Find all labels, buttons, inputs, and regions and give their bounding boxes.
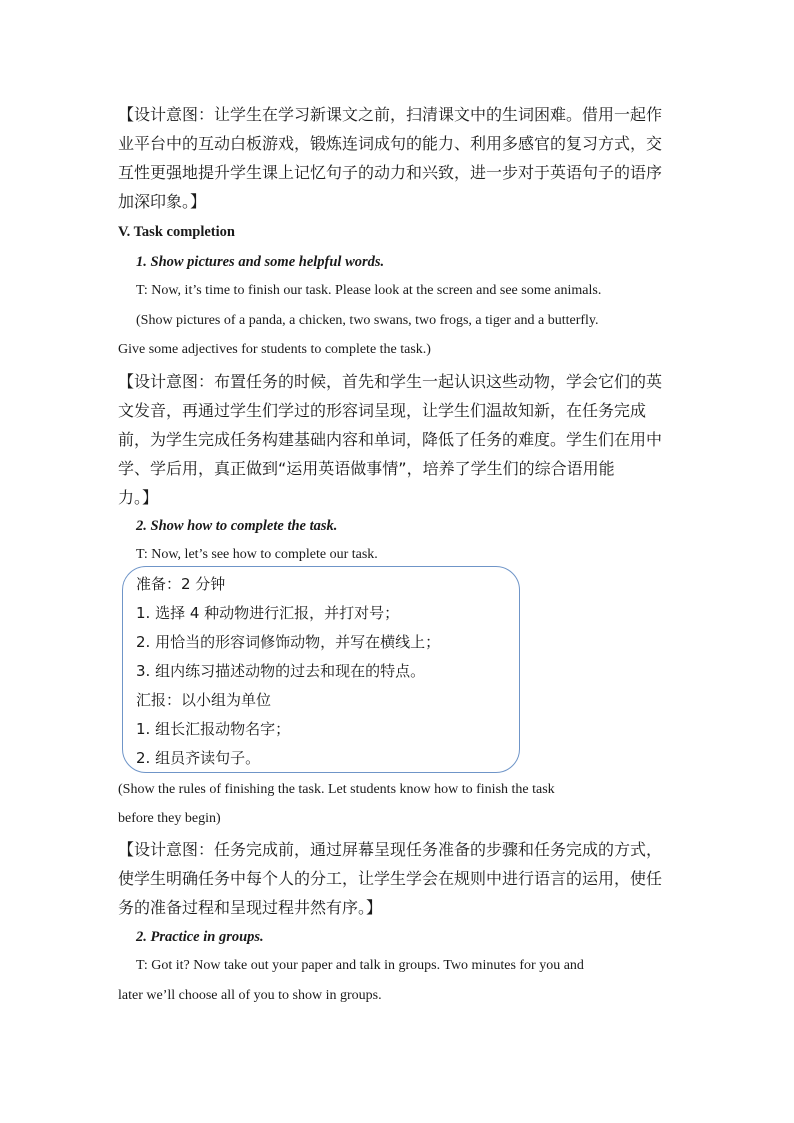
design-intent-3-line-2: 使学生明确任务中每个人的分工，让学生学会在规则中进行语言的运用，使任	[118, 869, 663, 888]
teacher-line-3-line-2: later we’ll choose all of you to show in groups.	[118, 988, 382, 1003]
design-intent-1-line-1: 【设计意图：让学生在学习新课文之前，扫清课文中的生词困难。借用一起作	[118, 105, 663, 124]
design-intent-2-line-4: 学、学后用，真正做到“运用英语做事情”，培养了学生们的综合语用能	[118, 459, 615, 478]
teacher-line-3-line-1: T: Got it? Now take out your paper and talk in groups. Two minutes for you and	[136, 958, 584, 973]
design-intent-2-line-1: 【设计意图：布置任务的时候，首先和学生一起认识这些动物，学会它们的英	[118, 372, 663, 391]
teacher-line-1: T: Now, it’s time to finish our task. Please look at the screen and see some animals.	[136, 283, 602, 298]
prep-step-2: 2. 用恰当的形容词修饰动物，并写在横线上；	[136, 633, 441, 651]
report-title: 汇报：以小组为单位	[136, 691, 272, 709]
instruction-2-line-2: before they begin)	[118, 811, 221, 826]
report-step-1: 1. 组长汇报动物名字；	[136, 720, 291, 738]
design-intent-1-line-3: 互性更强地提升学生课上记忆句子的动力和兴致，进一步对于英语句子的语序	[118, 163, 663, 182]
teacher-line-2: T: Now, let’s see how to complete our task.	[136, 547, 378, 562]
section-title: V. Task completion	[118, 224, 235, 240]
instruction-1-line-2: Give some adjectives for students to complete the task.)	[118, 342, 431, 357]
step-1-heading: 1. Show pictures and some helpful words.	[136, 254, 385, 270]
step-2-heading: 2. Show how to complete the task.	[136, 518, 338, 534]
design-intent-1-line-2: 业平台中的互动白板游戏，锻炼连词成句的能力、利用多感官的复习方式，交	[118, 134, 663, 153]
prep-step-1: 1. 选择 4 种动物进行汇报，并打对号；	[136, 604, 400, 622]
instruction-1-line-1: (Show pictures of a panda, a chicken, two swans, two frogs, a tiger and a butterfly.	[136, 313, 599, 328]
design-intent-3-line-3: 务的准备过程和呈现过程井然有序。】	[118, 898, 383, 917]
report-step-2: 2. 组员齐读句子。	[136, 749, 261, 767]
design-intent-2-line-2: 文发音，再通过学生们学过的形容词呈现，让学生们温故知新，在任务完成	[118, 401, 647, 420]
design-intent-1-line-4: 加深印象。】	[118, 192, 207, 211]
design-intent-2-line-3: 前，为学生完成任务构建基础内容和单词，降低了任务的难度。学生们在用中	[118, 430, 663, 449]
design-intent-3-line-1: 【设计意图：任务完成前，通过屏幕呈现任务准备的步骤和任务完成的方式，	[118, 840, 663, 859]
step-3-heading: 2. Practice in groups.	[136, 929, 264, 945]
prep-step-3: 3. 组内练习描述动物的过去和现在的特点。	[136, 662, 426, 680]
prep-title: 准备：2 分钟	[136, 575, 226, 593]
instruction-2-line-1: (Show the rules of finishing the task. Let students know how to finish the task	[118, 782, 555, 797]
design-intent-2-line-5: 力。】	[118, 488, 159, 507]
